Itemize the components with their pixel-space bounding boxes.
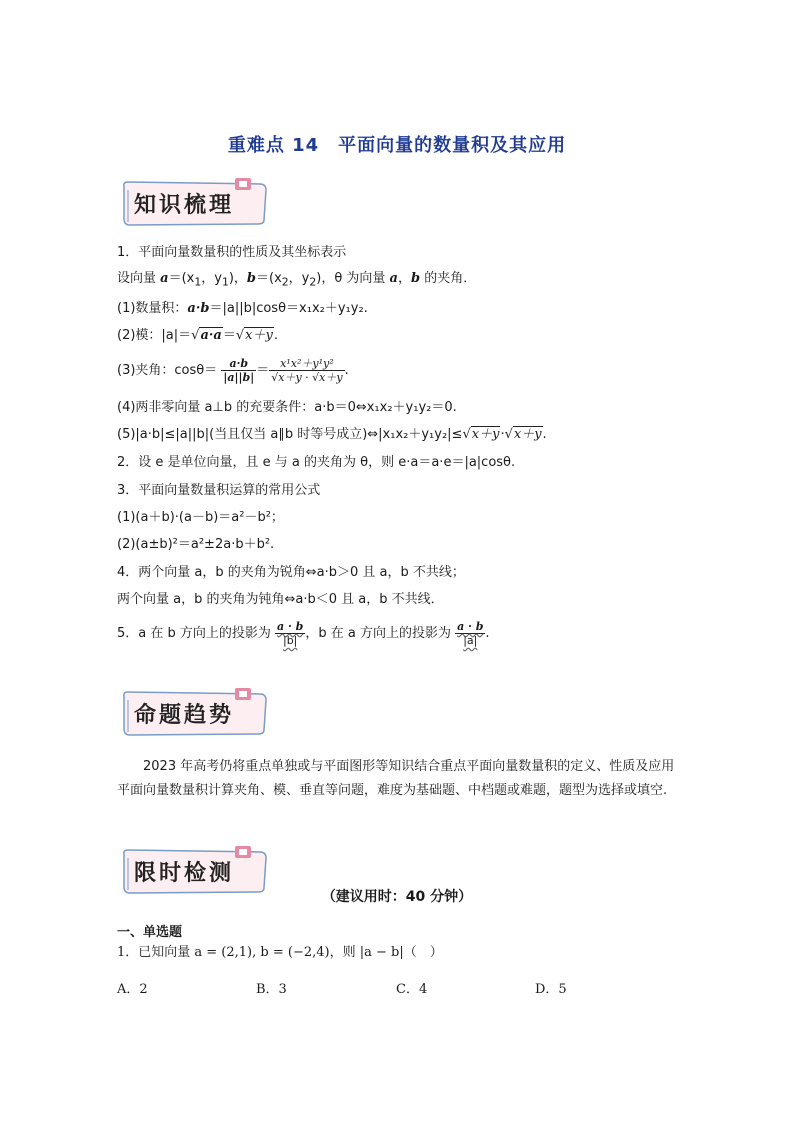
question-section-heading: 一、单选题 bbox=[117, 925, 183, 940]
knowledge-p1: 1．平面向量数量积的性质及其坐标表示 bbox=[117, 245, 347, 260]
knowledge-inequality: (5)|a·b|≤|a||b|(当且仅当 a∥b 时等号成立)⇔|x₁x₂＋y₁y₂|≤√x＋y·√x＋y. bbox=[117, 427, 547, 442]
knowledge-p5a: 4．两个向量 a，b 的夹角为锐角⇔a·b＞0 且 a，b 不共线； bbox=[117, 565, 465, 580]
knowledge-p3: 2．设 e 是单位向量，且 e 与 a 的夹角为 θ，则 e·a＝a·e＝|a|cosθ. bbox=[117, 455, 516, 470]
section-title-trend: 命题趋势 bbox=[134, 702, 235, 728]
knowledge-formula-1: (1)(a＋b)·(a－b)＝a²－b²； bbox=[117, 510, 284, 525]
knowledge-p5b: 两个向量 a，b 的夹角为钝角⇔a·b＜0 且 a，b 不共线． bbox=[117, 592, 444, 607]
knowledge-p6: 5．a 在 b 方向上的投影为 $\frac{a \cdot b}{|b|}$ ，b 在 a 方向上的投影为 $\frac{a \cdot b}{|a|}$ . bbox=[117, 620, 490, 647]
option-a: A．2 bbox=[117, 982, 148, 997]
section-title-knowledge: 知识梳理 bbox=[134, 192, 235, 218]
section-banner-knowledge bbox=[120, 178, 270, 228]
knowledge-p2: 设向量 $a=(x_1$，$y_1$)，$b=(x_2$，$y_2$)，θ 为向量 a，b 的夹角． bbox=[117, 271, 477, 289]
trend-paragraph: 2023 年高考仍将重点单独或与平面图形等知识结合重点平面向量数量积的定义、性质及应用平面向量数量积计算夹角、模、垂直等问题，难度为基础题、中档题或难题，题型为选择或填空. bbox=[117, 759, 675, 798]
knowledge-p4: 3．平面向量数量积运算的常用公式 bbox=[117, 483, 321, 498]
option-b: B．3 bbox=[256, 982, 287, 997]
section-banner-trend bbox=[120, 688, 270, 738]
page-title: 重难点 14 平面向量的数量积及其应用 bbox=[227, 135, 567, 156]
time-suggestion: （建议用时：40 分钟） bbox=[321, 889, 473, 905]
question-1: 1．已知向量 a = (2,1), b = (−2,4)，则 |a − b|（ ） bbox=[117, 945, 443, 960]
knowledge-dot-product: (1)数量积：a·b＝|a||b|cosθ＝x₁x₂＋y₁y₂. bbox=[117, 301, 368, 316]
section-title-test: 限时检测 bbox=[134, 860, 235, 886]
knowledge-formula-2: (2)(a±b)²＝a²±2a·b＋b². bbox=[117, 537, 275, 552]
option-c: C．4 bbox=[396, 982, 428, 997]
knowledge-modulus: (2)模：|a|＝√a·a＝√x＋y. bbox=[117, 328, 278, 343]
option-d: D．5 bbox=[535, 982, 567, 997]
knowledge-perpendicular: (4)两非零向量 a⊥b 的充要条件：a·b＝0⇔x₁x₂＋y₁y₂＝0. bbox=[117, 400, 457, 415]
knowledge-angle: (3)夹角：cosθ＝ $\frac{a\cdot b}{|a||b|}$ ＝ $\frac{\text{x¹x²＋y¹y²}}{√x+y \cdot √x+y}$ . bbox=[117, 357, 349, 384]
